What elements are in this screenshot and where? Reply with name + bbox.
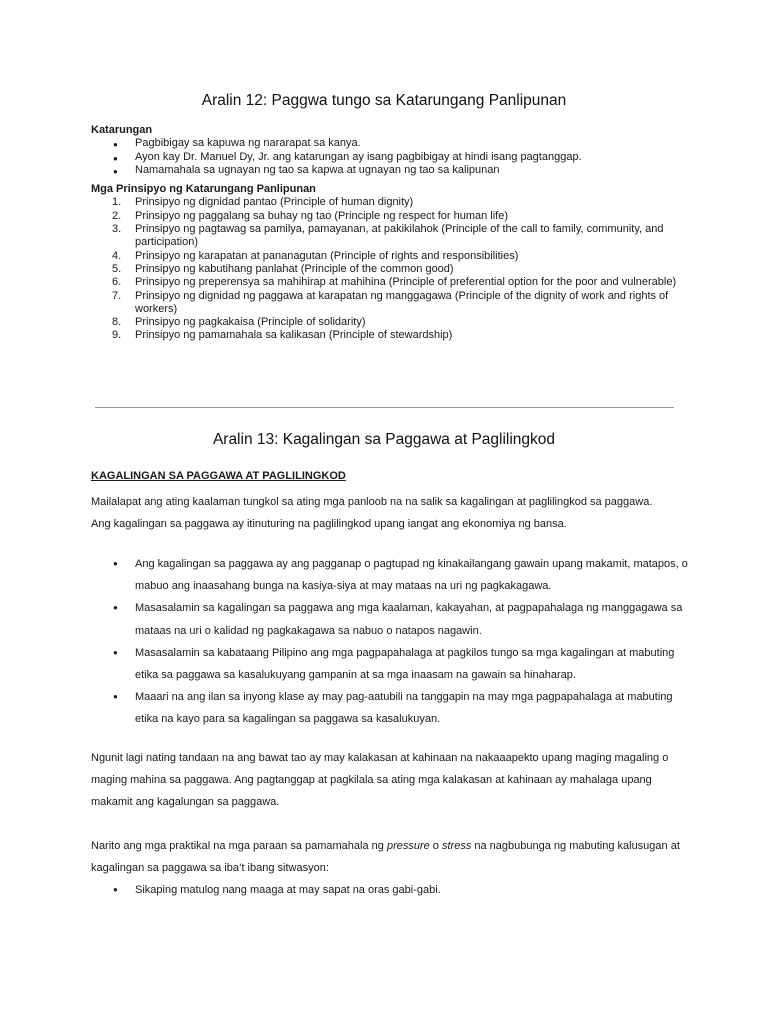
list-number: 4.	[112, 249, 122, 262]
list-item: ● Sikaping matulog nang maaga at may sapat na oras gabi-gabi.	[91, 879, 691, 901]
list-text: Prinsipyo ng paggalang sa buhay ng tao (Principle ng respect for human life)	[135, 209, 509, 222]
narito-text-1: Narito ang mga praktikal na mga paraan sa pamamahala ng	[91, 839, 387, 852]
prinsipyo-heading: Mga Prinsipyo ng Katarungang Panlipunan	[91, 183, 316, 196]
kagalingan-heading: KAGALINGAN SA PAGGAWA AT PAGLILINGKOD	[91, 470, 346, 482]
list-text: Prinsipyo ng pagtawag sa pamilya, pamayanan, at pakikilahok (Principle of the call to family, community, and participation)	[135, 223, 664, 249]
list-item	[91, 290, 691, 317]
narito-text-2: o	[429, 839, 442, 852]
intro-paragraph-2: Ang kagalingan sa paggawa ay itinuturing na paglilingkod upang iangat ang ekonomiya ng bansa.	[91, 518, 567, 530]
list-number: 9.	[112, 329, 122, 342]
prinsipyo-list	[91, 196, 691, 342]
list-text: Prinsipyo ng karapatan at pananagutan (Principle of rights and responsibilities)	[135, 249, 519, 262]
lesson13-section	[91, 469, 691, 917]
katarungan-heading: Katarungan	[91, 124, 153, 136]
list-item: ● Masasalamin sa kabataang Pilipino ang mga pagpapahalaga at pagkilos tungo sa mga kagalingan at mabuting etika sa paggawa sa kasalukuyang gampanin at sa mga inaasam na gawain sa hinaharap.	[91, 642, 691, 686]
list-item: ● Masasalamin sa kagalingan sa paggawa ang mga kaalaman, kakayahan, at pagpapahalaga ng manggagawa sa mataas na uri o kalidad ng pagkakagawa sa nabuo o natapos nagawin.	[91, 597, 691, 641]
list-item	[91, 263, 691, 276]
list-item	[91, 210, 691, 223]
pressure-term: pressure	[386, 839, 430, 852]
lesson13-title: Aralin 13: Kagalingan sa Paggawa at Paglilingkod	[212, 431, 556, 448]
list-text: Prinsipyo ng preperensya sa mahihirap at mahihina (Principle of preferential option for the poor and vulnerable)	[135, 276, 677, 289]
list-item: ● Namamahala sa ugnayan ng tao sa kapwa at ugnayan ng tao sa kalipunan	[91, 164, 691, 177]
list-item	[91, 316, 691, 329]
list-number: 2.	[112, 209, 122, 222]
ngunit-paragraph: Ngunit lagi nating tandaan na ang bawat tao ay may kalakasan at kahinaan na nakaaapekto upang maging magaling o maging mahina sa paggawa. Ang pagtanggap at pagkilala sa ating mga kalakasan at kahinaan ay mahalaga upang makamit ang kagalungan sa paggawa.	[91, 751, 669, 808]
list-number: 7.	[112, 289, 122, 302]
list-number: 6.	[112, 276, 122, 289]
narito-text-3: na nagbubunga ng mabuting kalusugan at kagalingan sa paggawa sa iba’t ibang sitwasyon:	[91, 839, 680, 874]
list-item	[91, 196, 691, 209]
kagalingan-list	[91, 553, 691, 731]
horizontal-divider	[95, 407, 674, 408]
list-text: Prinsipyo ng pagkakaisa (Principle of solidarity)	[135, 316, 366, 329]
list-text: Prinsipyo ng dignidad pantao (Principle of human dignity)	[135, 196, 414, 209]
list-text: Prinsipyo ng kabutihang panlahat (Principle of the common good)	[135, 262, 454, 275]
list-item: ● Maaari na ang ilan sa inyong klase ay may pag-aatubili na tanggapin na may mga pagpapahalaga at mabuting etika na kayo para sa kagalingan sa paggawa sa kasalukuyan.	[91, 686, 691, 730]
spacer	[91, 813, 691, 835]
list-item	[91, 250, 691, 263]
list-item	[91, 276, 691, 289]
list-item: ● Ang kagalingan sa paggawa ay ang pagganap o pagtupad ng kinakailangang gawain upang makamit, matapos, o mabuo ang inaasahang bunga na kasiya-siya at may mataas na uri ng pagkakagawa.	[91, 553, 691, 597]
list-item: ● Pagbibigay sa kapuwa ng nararapat sa kanya.	[91, 137, 691, 150]
list-number: 5.	[112, 262, 122, 275]
stress-term: stress	[441, 839, 472, 852]
list-text: Prinsipyo ng dignidad ng paggawa at karapatan ng manggagawa (Principle of the dignity of work and rights of workers)	[135, 289, 669, 315]
list-number: 1.	[112, 196, 122, 209]
narito-paragraph	[91, 835, 691, 879]
paraan-list	[91, 879, 691, 901]
list-number: 8.	[112, 316, 122, 329]
intro-paragraph-1: Mailalapat ang ating kaalaman tungkol sa ating mga panloob na na salik sa kagalingan at paglilingkod sa paggawa.	[91, 496, 653, 508]
lesson12-section	[91, 124, 691, 343]
katarungan-list	[91, 137, 691, 177]
list-text: Prinsipyo ng pamamahala sa kalikasan (Principle of stewardship)	[135, 329, 453, 342]
list-item	[91, 329, 691, 342]
list-item: ● Ayon kay Dr. Manuel Dy, Jr. ang katarungan ay isang pagbibigay at hindi isang pagtanggap.	[91, 151, 691, 164]
list-number: 3.	[112, 223, 122, 236]
list-item	[91, 223, 691, 250]
lesson12-title: Aralin 12: Paggwa tungo sa Katarungang Panlipunan	[201, 92, 567, 109]
